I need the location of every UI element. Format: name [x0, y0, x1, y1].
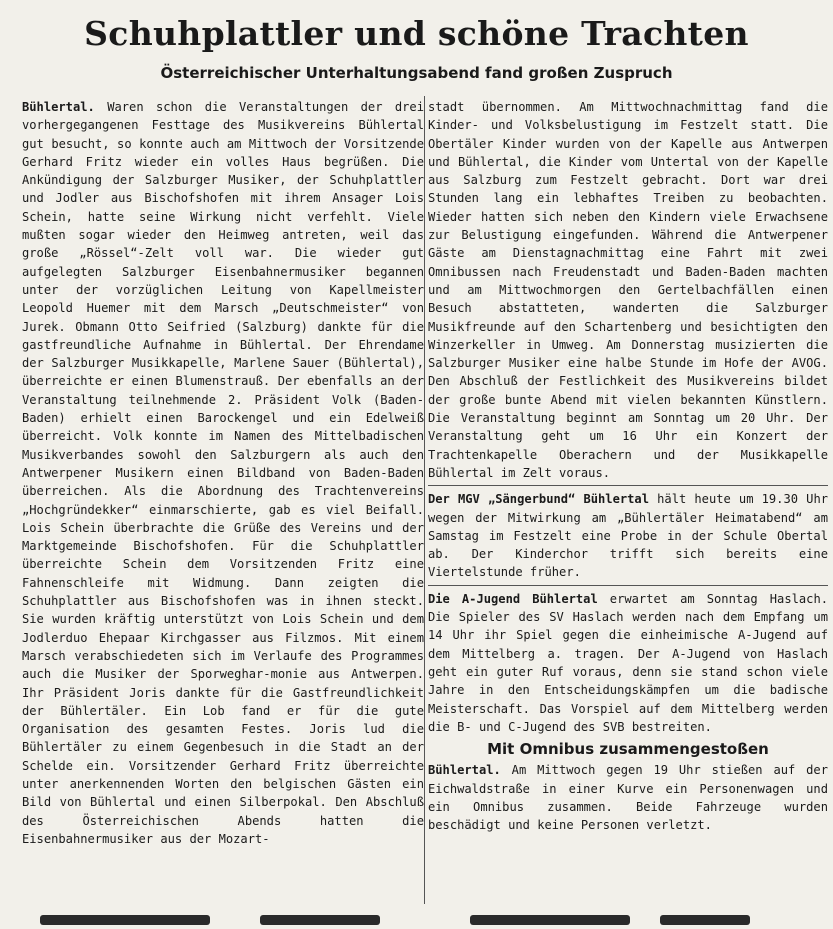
cut-off-glyphs: [470, 915, 630, 925]
notice-a-jugend-lead: Die A-Jugend Bühlertal: [428, 591, 598, 606]
article-subheadline: Österreichischer Unterhaltungsabend fand großen Zuspruch: [160, 64, 673, 82]
article-body-left-text: Waren schon die Veranstaltungen der drei vorhergegangenen Festtage des Musikvereins Bühlertal gut besucht, so konnte auch am Mittwoch der Vorsitzende Gerhard Fritz wieder ein volles Haus begrüßen. Die Ankündigung der Salzburger Musiker, der Schuhplattler und Jodler aus Bischofshofen mit ihrem Ansager Lois Schein, hatte seine Wirkung nicht verfehlt. Viele mußten sogar wieder den Heimweg antreten, weil das große „Rössel“-Zelt voll war. Die wieder gut aufgelegten Salzburger Eisenbahnermusiker begannen unter der vorzüglichen Leitung von Kapellmeister Leopold Huemer mit dem Marsch „Deutschmeister“ von Jurek. Obmann Otto Seifried (Salzburg) dankte für die gastfreundliche Aufnahme in Bühlertal. Der Ehrendame der Salzburger Musikkapelle, Marlene Sauer (Bühlertal), überreichte er einen Blumenstrauß. Der ebenfalls an der Veranstaltung teilnehmende 2. Präsident Volk (Baden-Baden) erhielt einen Barockengel und ein Edelweiß überreicht. Volk konnte im Namen des Mittelbadischen Musikverbandes sowohl den Salzburgern als auch den Antwerpener Musikern einen Bildband von Baden-Baden überreichen. Als die Abordnung des Trachtenvereins „Hochgründekker“ einmarschierte, gab es viel Beifall. Lois Schein überbrachte die Grüße des Vereins und der Marktgemeinde Bischofshofen. Für die Schuhplattler überreichte Schein dem Vorsitzenden Fritz eine Fahnenschleife mit Widmung. Dann zeigten die Schuhplattler aus Bischofshofen was in ihnen steckt. Sie wurden kräftig unterstützt von Lois Schein und dem Jodlerduo Ehepaar Kirchgasser aus Filzmos. Mit einem Marsch verabschiedeten sich im Verlaufe des Programmes auch die Musiker der Sporweghar-monie aus Antwerpen. Ihr Präsident Joris dankte für die Gastfreundlichkeit der Bühlertäler. Ein Lob fand er für die gute Organisation des gesamten Festes. Joris lud die Bühlertäler zu einem Gegenbesuch in die Stadt an der Schelde ein. Vorsitzender Gerhard Fritz überreichte unter anerkennenden Worten den belgischen Gästen ein Bild von Bühlertal und einen Silberpokal. Den Abschluß des Österreichischen Abends hatten die Eisenbahnermusiker aus der Mozart-: [22, 100, 424, 846]
article-headline: Schuhplattler und schöne Trachten: [84, 14, 749, 53]
second-article-headline: Mit Omnibus zusammengestoßen: [487, 740, 769, 759]
second-article-text: Am Mittwoch gegen 19 Uhr stießen auf der Eichwaldstraße in einer Kurve ein Personenwagen und ein Omnibus zusammen. Beide Fahrzeuge wurden beschädigt und keine Personen verletzt.: [428, 763, 828, 833]
article-dateline: Bühlertal.: [22, 100, 95, 114]
cut-off-glyphs: [40, 915, 210, 925]
right-column: [428, 98, 828, 835]
left-column: [22, 98, 424, 848]
column-divider: [424, 96, 425, 904]
notice-sangerbund-lead: Der MGV „Sängerbund“ Bühlertal: [428, 492, 649, 507]
article-body-left: [22, 98, 424, 848]
cut-off-glyphs: [660, 915, 750, 925]
cut-off-glyphs: [260, 915, 380, 925]
second-article-body: [428, 761, 828, 834]
article-body-right: stadt übernommen. Am Mittwochnachmittag fand die Kinder- und Volksbelustigung im Festzelt statt. Die Obertäler Kinder wurden von der Kapelle aus Antwerpen und Bühlertal, die Kinder vom Untertal von der Kapelle aus Salzburg zum Festzelt gebracht. Dort war drei Stunden lang ein lebhaftes Treiben zu beobachten. Wieder hatten sich neben den Kindern viele Erwachsene zur Belustigung eingefunden. Während die Antwerpener Gäste am Dienstagnachmittag eine Fahrt mit zwei Omnibussen nach Freudenstadt und Baden-Baden machten und am Mittwochmorgen den Gertelbachfällen einen Besuch abstatteten, wanderten die Salzburger Musikfreunde auf den Schartenberg und besichtigten den Winzerkeller in Umweg. Am Donnerstag musizierten die Salzburger Musiker eine halbe Stunde im Hofe der AVOG. Den Abschluß der Festlichkeit des Musikvereins bildet der große bunte Abend mit vielen bekannten Künstlern. Die Veranstaltung beginnt am Sonntag um 20 Uhr. Der Veranstaltung geht um 16 Uhr ein Konzert der Trachtenkapelle Oberachern und der Musikkapelle Bühlertal im Zelt voraus.: [428, 100, 828, 480]
notice-a-jugend: [428, 590, 828, 736]
second-article-dateline: Bühlertal.: [428, 763, 501, 778]
divider-rule: [428, 585, 828, 586]
divider-rule: [428, 485, 828, 486]
cut-off-next-headline: [0, 912, 833, 929]
notice-a-jugend-text: erwartet am Sonntag Haslach. Die Spieler des SV Haslach werden nach dem Empfang um 14 Uhr ihr Spiel gegen die einheimische A-Jugend auf dem Mittelberg a. tragen. Der A-Jugend von Haslach geht ein guter Ruf voraus, denn sie stand schon viele Jahre in den Entscheidungskämpfen um die badische Meisterschaft. Das Vorspiel auf dem Mittelberg werden die B- und C-Jugend des SVB bestreiten.: [428, 591, 829, 734]
notice-sangerbund: [428, 490, 828, 581]
notice-sangerbund-text: hält heute um 19.30 Uhr wegen der Mitwirkung am „Bühlertäler Heimatabend“ am Samstag im Festzelt eine Probe in der Schule Obertal ab. Der Kinderchor trifft sich bereits eine Viertelstunde früher.: [428, 492, 829, 580]
